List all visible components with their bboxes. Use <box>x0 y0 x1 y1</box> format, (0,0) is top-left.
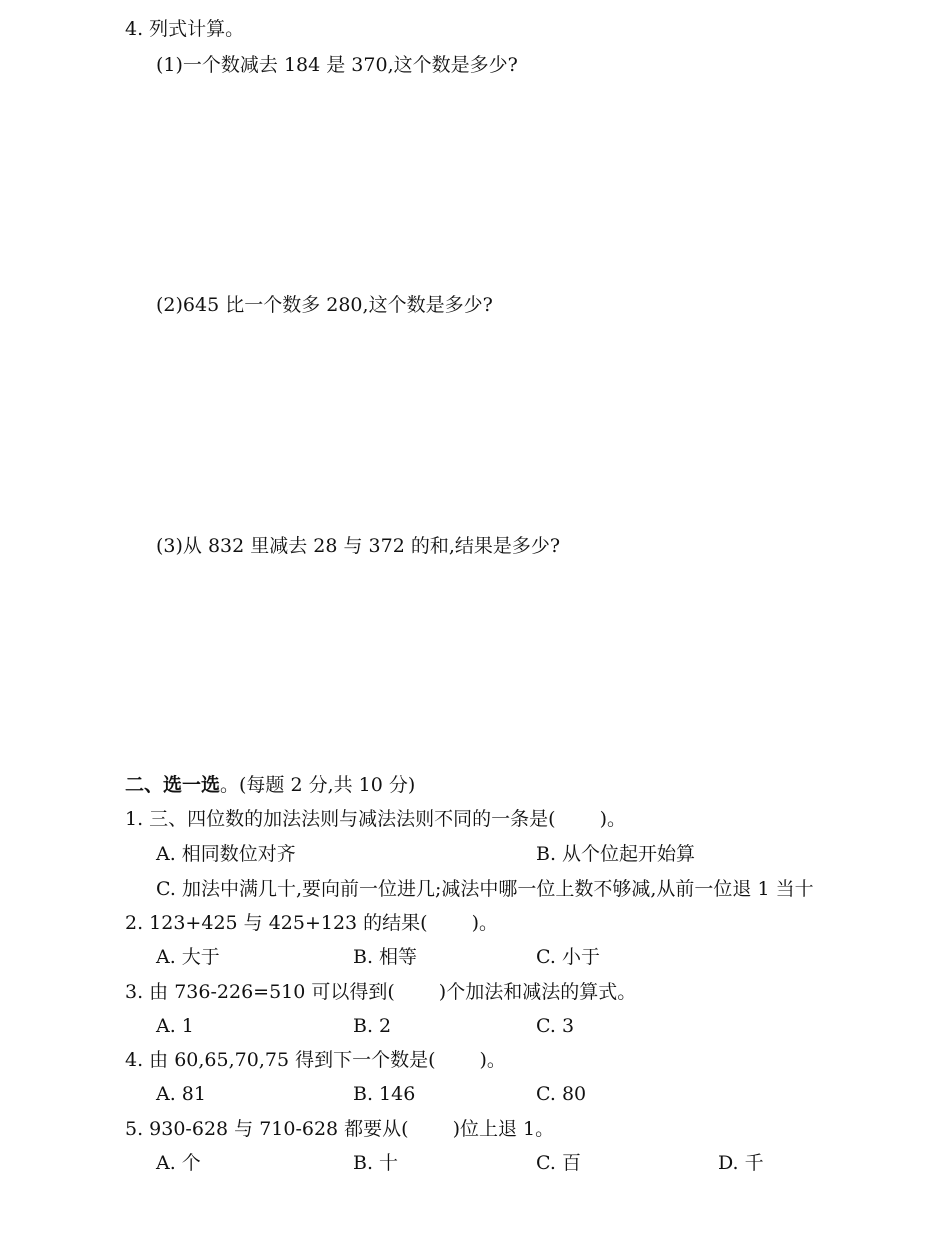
question-stem: 2. 123+425 与 425+123 的结果( <box>125 912 428 934</box>
option-c: C. 3 <box>536 1015 575 1037</box>
question-stem-end: )。 <box>599 808 627 830</box>
option-b: B. 相等 <box>353 946 418 968</box>
option-c: C. 小于 <box>536 946 600 968</box>
option-d: D. 千 <box>718 1152 764 1174</box>
section-2-heading-bold: 二、选一选 <box>125 774 221 796</box>
option-c: C. 加法中满几十,要向前一位进几;减法中哪一位上数不够减,从前一位退 1 当十 <box>156 878 814 900</box>
option-b: B. 146 <box>353 1083 416 1105</box>
option-c: C. 80 <box>536 1083 587 1105</box>
question-stem-end: )位上退 1。 <box>452 1118 555 1140</box>
option-b: B. 2 <box>353 1015 392 1037</box>
option-a: A. 1 <box>156 1015 194 1037</box>
question-stem-end: )个加法和减法的算式。 <box>438 981 637 1003</box>
choice-question-2 <box>125 914 498 933</box>
choice-question-5 <box>125 1120 554 1139</box>
section-2-heading <box>125 776 415 795</box>
choice-question-4 <box>125 1051 506 1070</box>
question-stem: 5. 930-628 与 710-628 都要从( <box>125 1118 409 1140</box>
option-a: A. 相同数位对齐 <box>156 843 296 865</box>
choice-question-1 <box>125 810 626 829</box>
sub-question-2: (2)645 比一个数多 280,这个数是多少? <box>156 294 493 316</box>
section-2-heading-rest: 。(每题 2 分,共 10 分) <box>220 774 416 796</box>
question-4-title: 4. 列式计算。 <box>125 18 245 40</box>
question-stem: 3. 由 736-226=510 可以得到( <box>125 981 395 1003</box>
option-a: A. 81 <box>156 1083 206 1105</box>
question-stem: 1. 三、四位数的加法法则与减法法则不同的一条是( <box>125 808 556 830</box>
question-stem: 4. 由 60,65,70,75 得到下一个数是( <box>125 1049 436 1071</box>
question-stem-end: )。 <box>471 912 499 934</box>
option-a: A. 大于 <box>156 946 220 968</box>
option-b: B. 十 <box>353 1152 399 1174</box>
sub-question-1: (1)一个数减去 184 是 370,这个数是多少? <box>156 54 518 76</box>
option-c: C. 百 <box>536 1152 581 1174</box>
option-b: B. 从个位起开始算 <box>536 843 696 865</box>
choice-question-3 <box>125 983 636 1002</box>
question-stem-end: )。 <box>479 1049 506 1071</box>
sub-question-3: (3)从 832 里减去 28 与 372 的和,结果是多少? <box>156 535 561 557</box>
option-a: A. 个 <box>156 1152 201 1174</box>
